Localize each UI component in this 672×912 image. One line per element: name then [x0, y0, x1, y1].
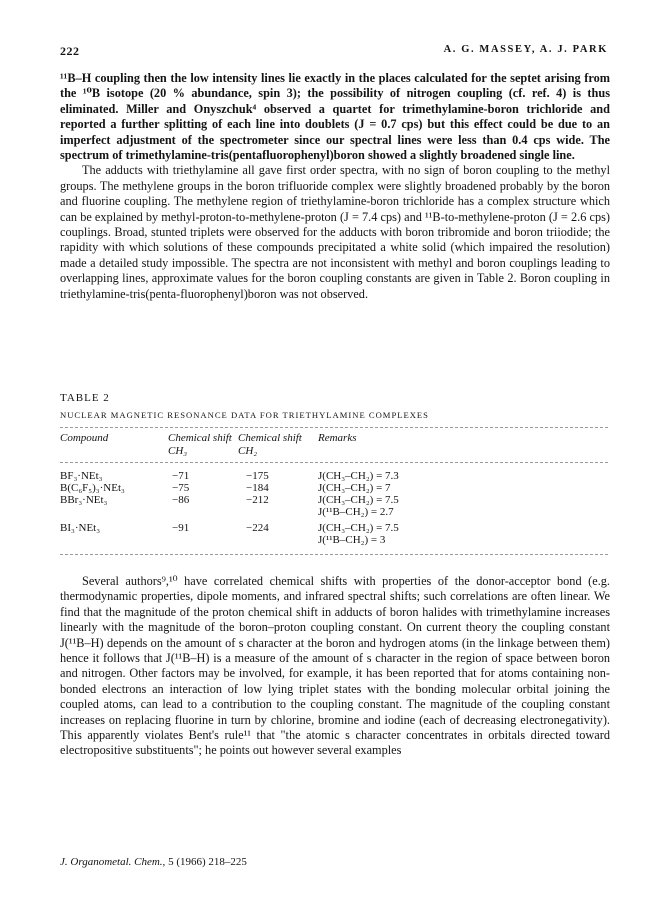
journal-footer — [60, 856, 247, 868]
table-cell-remark: J(¹¹B–CH₂) = 3 — [318, 534, 386, 546]
paragraph-chemical-shift-correlation: Several authors⁹,¹⁰ have correlated chemical shifts with properties of the donor-acceptor bond (e.g. thermodynamic properties, dipole moments, and infrared spectral shifts; such correlations are often linear. We find that the magnitude of the proton chemical shift in adducts of boron halides with trimethylamine increases linearly with the magnitude of the boron–proton coupling constant. On current theory the coupling constant J(¹¹B–H) depends on the amount of s character at the boron and hydrogen atoms (in the linkage between them) hence it follows that J(¹¹B–H) is a measure of the amount of s character in the region of space between boron and nitrogen. Other factors may be involved, for example, it has been reported that for atoms containing non-bonded electrons an interaction of low lying triplet states with the bonding molecular orbital joining the coupled atoms, can lead to a contribution to the coupling constant. The magnitude of the coupling constant increases on replacing fluorine in turn by chlorine, bromine and iodine (each of decreasing electronegativity). This apparently violates Bent's rule¹¹ that "the atomic s character concentrates in orbitals directed toward electropositive substituents"; he points out however several examples — [60, 574, 610, 758]
table-cell-remark: J(¹¹B–CH₂) = 2.7 — [318, 506, 394, 518]
table-cell-ch2: −184 — [246, 482, 269, 494]
table-cell-compound: BI₃·NEt₃ — [60, 522, 101, 534]
table-cell-compound: BF₃·NEt₃ — [60, 470, 103, 482]
table-cell-compound: B(C₆F₅)₃·NEt₃ — [60, 482, 125, 494]
table-cell-ch2: −224 — [246, 522, 269, 534]
table-caption: NUCLEAR MAGNETIC RESONANCE DATA FOR TRIETHYLAMINE COMPLEXES — [60, 410, 429, 420]
col-header-compound: Compound — [60, 432, 109, 444]
table-cell-ch3: −86 — [172, 494, 190, 506]
paragraph-triethylamine-adducts: The adducts with triethylamine all gave first order spectra, with no sign of boron coupling to the methyl groups. The methylene groups in the boron trifluoride complex were slightly broadened probably by the boron and fluorine coupling. The methylene region of triethylamine-boron trichloride has a complex structure which can be explained by methyl-proton-to-methylene-proton (J = 7.4 cps) and ¹¹B-to-methylene-proton (J = 2.6 cps) couplings. Broad, stunted triplets were observed for the adducts with boron tribromide and boron triiodide; the rapidity with which solutions of these compounds precipitated a white solid (which impaired the resolution) made a detailed study impossible. The spectra are not inconsistent with methyl and boron couplings leading to overlapping lines, approximate values for the boron coupling constants are given in Table 2. Boron coupling in triethylamine-tris(penta-fluorophenyl)boron was not observed. — [60, 163, 610, 301]
col-header-shift-ch2: Chemical shift CH₂ — [238, 432, 302, 457]
table-cell-remark: J(CH₃–CH₂) = 7 — [318, 482, 391, 494]
table-cell-remark: J(CH₃–CH₂) = 7.5 — [318, 522, 399, 534]
table-cell-ch3: −75 — [172, 482, 190, 494]
table-cell-ch2: −175 — [246, 470, 269, 482]
paragraph-block-1 — [60, 71, 610, 302]
table-cell-ch3: −71 — [172, 470, 190, 482]
table-title: TABLE 2 — [60, 392, 110, 404]
footer-volume: 5 (1966) 218–225 — [168, 856, 247, 868]
table-cell-remark: J(CH₃–CH₂) = 7.3 — [318, 470, 399, 482]
table-bottom-rule — [60, 554, 608, 555]
running-header-authors: A. G. MASSEY, A. J. PARK — [443, 44, 608, 55]
table-cell-remark: J(CH₃–CH₂) = 7.5 — [318, 494, 399, 506]
table-cell-ch2: −212 — [246, 494, 269, 506]
col-header-shift-ch3: Chemical shift CH₃ — [168, 432, 232, 457]
table-header-rule — [60, 462, 608, 463]
table-cell-compound: BBr₃·NEt₃ — [60, 494, 108, 506]
paragraph-coupling-note: ¹¹B–H coupling then the low intensity lines lie exactly in the places calculated for the septet arising from the ¹⁰B isotope (20 % abundance, spin 3); the possibility of nitrogen coupling (cf. ref. 4) is thus eliminated. Miller and Onyszchuk⁴ observed a quartet for trimethylamine-boron trichloride and reported a further splitting of each line into doublets (J = 0.7 cps) but this effect could be due to an imperfect adjustment of the spectrometer since our spectral lines were less than 0.4 cps wide. The spectrum of trimethylamine-tris(pentafluorophenyl)boron showed a slightly broadened single line. — [60, 71, 610, 163]
table-top-rule — [60, 427, 608, 428]
footer-journal: J. Organometal. Chem., — [60, 856, 166, 868]
page-number: 222 — [60, 44, 80, 58]
col-header-remarks: Remarks — [318, 432, 357, 444]
table-cell-ch3: −91 — [172, 522, 190, 534]
